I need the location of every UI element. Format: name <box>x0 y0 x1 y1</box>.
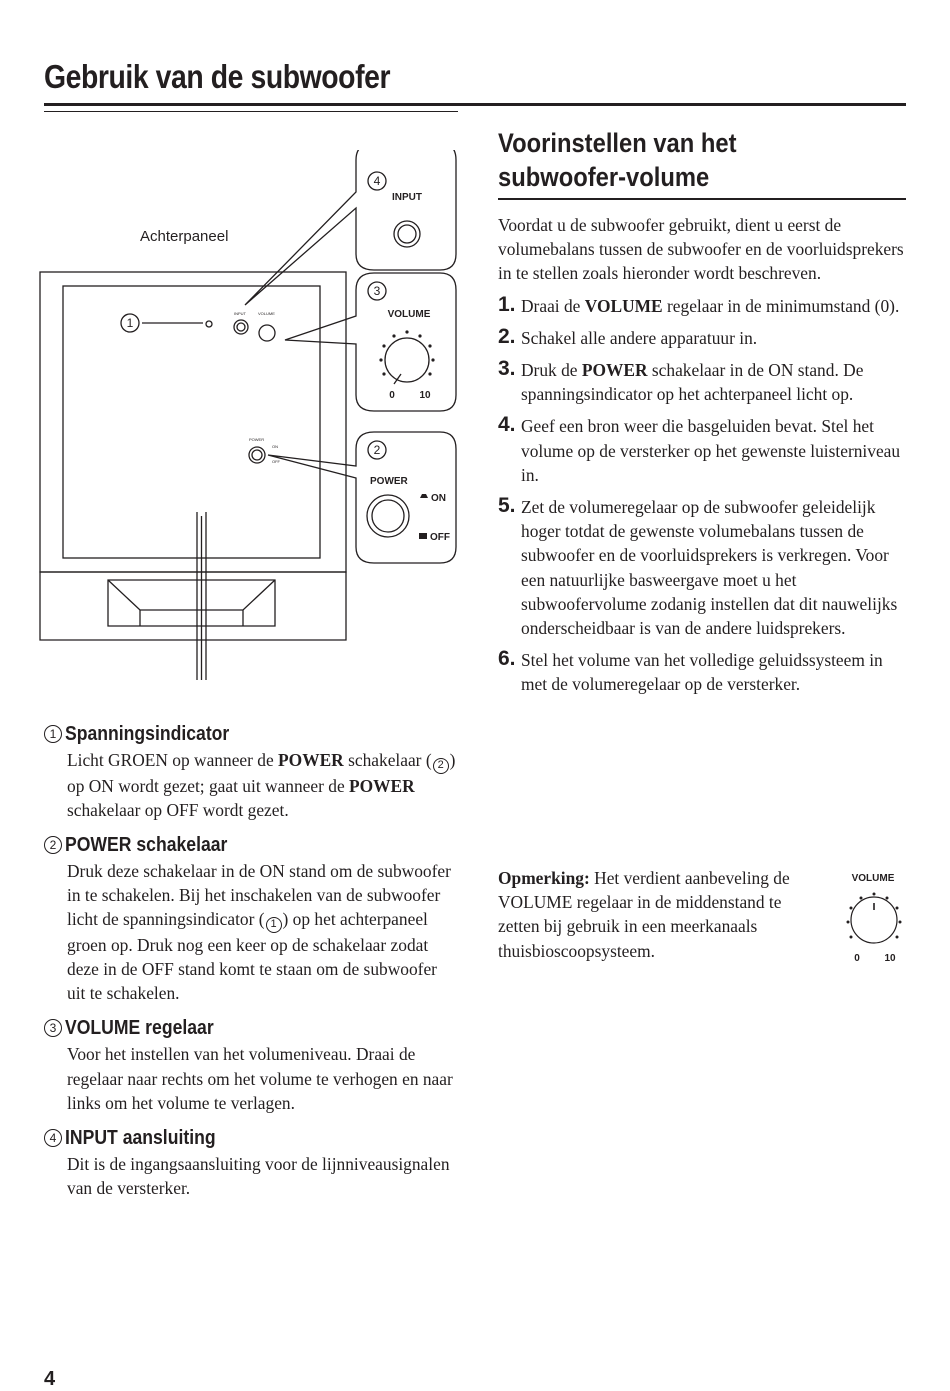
mini-on-label: ON <box>272 444 278 449</box>
mini-off-label: OFF <box>272 459 280 464</box>
item-number: 2 <box>44 836 62 854</box>
note-scale-max: 10 <box>884 953 896 964</box>
item-title: POWER schakelaar <box>65 833 228 856</box>
volume-scale-max: 10 <box>419 390 431 401</box>
note-volume-label: VOLUME <box>851 873 895 884</box>
left-column-rule <box>44 111 458 112</box>
item-title: Spanningsindicator <box>65 722 230 745</box>
power-label: POWER <box>370 476 408 487</box>
step-3: 3. Druk de POWER schakelaar in de ON stand. De spanningsindicator op het achterpaneel licht op. <box>498 357 864 405</box>
item-title: VOLUME regelaar <box>65 1017 214 1040</box>
item-body: Dit is de ingangsaansluiting voor de lijnniveausignalen van de versterker. <box>67 1154 450 1199</box>
page-number: 4 <box>44 1368 56 1390</box>
step-5: 5. Zet de volumeregelaar op de subwoofer geleidelijk hoger totdat de gewenste volumebalans tussen de subwoofer en de voorluidsprekers is verkregen. Voor een natuurlijke basweergave moet u het subwoofervolume zodanig instellen dat dit nauwelijks onderscheidbaar is van de andere luidsprekers. <box>498 494 898 639</box>
step-2: 2. Schakel alle andere apparatuur in. <box>498 324 758 348</box>
mini-power-label: POWER <box>249 437 265 442</box>
item-input-jack <box>44 1124 456 1200</box>
rear-panel-figure <box>30 150 470 690</box>
item-body: Voor het instellen van het volumeniveau. Draai de regelaar naar rechts om het volume te verhogen en naar links om het volume te verlagen. <box>67 1044 453 1113</box>
page-title: Gebruik van de subwoofer <box>44 58 391 95</box>
note-scale-min: 0 <box>854 953 860 964</box>
callout-2-number: 2 <box>373 443 381 457</box>
callout-1-number: 1 <box>126 316 134 330</box>
title-rule <box>44 103 906 106</box>
item-title: INPUT aansluiting <box>65 1126 216 1149</box>
item-power-switch <box>44 831 456 1006</box>
item-number: 4 <box>44 1129 62 1147</box>
section-body <box>498 213 910 697</box>
panel-label: Achterpaneel <box>140 228 229 245</box>
step-4: 4. Geef een bron weer die basgeluiden bevat. Stel het volume op de versterker op het gewenste luisterniveau in. <box>498 413 901 485</box>
volume-label: VOLUME <box>387 309 431 320</box>
item-power-indicator <box>44 720 456 822</box>
callout-4-number: 4 <box>373 174 381 188</box>
note-volume-figure <box>838 868 908 968</box>
section-heading: Voorinstellen van het subwoofer-volume <box>498 128 737 192</box>
item-body: Druk deze schakelaar in de ON stand om de subwoofer in te schakelen. Bij het inschakelen van de subwoofer licht de spanningsindicator ( 1 ) op het achterpaneel groen op. Druk nog een keer op de schakelaar zodat deze in de OFF stand komt te staan om de subwoofer uit te schakelen. <box>67 860 451 1004</box>
off-label: OFF <box>430 532 450 543</box>
mini-volume-label: VOLUME <box>258 311 275 316</box>
mini-input-label: INPUT <box>234 311 246 316</box>
note-text: Het verdient aanbeveling de VOLUME regelaar in de middenstand te zetten bij gebruik in een meerkanaals thuisbioscoopsysteem. <box>498 868 790 961</box>
step-1: 1. Draai de VOLUME regelaar in de minimumstand (0). <box>498 292 900 316</box>
step-6: 6. Stel het volume van het volledige geluidssysteem in met de volumeregelaar op de versterker. <box>498 647 883 695</box>
item-number: 3 <box>44 1019 62 1037</box>
note <box>498 866 816 963</box>
callout-3-number: 3 <box>373 284 381 298</box>
item-volume-control <box>44 1014 456 1115</box>
input-label: INPUT <box>392 192 422 203</box>
control-descriptions <box>44 720 456 1209</box>
item-body: Licht GROEN op wanneer de POWER schakelaar ( 2 ) op ON wordt gezet; gaat uit wanneer de POWER schakelaar op OFF wordt gezet. <box>67 750 456 820</box>
note-label: Opmerking: <box>498 868 590 888</box>
on-label: ON <box>431 493 446 504</box>
item-number: 1 <box>44 725 62 743</box>
section-rule <box>498 198 906 200</box>
volume-scale-min: 0 <box>389 390 395 401</box>
section-intro: Voordat u de subwoofer gebruikt, dient u eerst de volumebalans tussen de subwoofer en de voorluidsprekers in te stellen zoals hieronder wordt beschreven. <box>498 215 904 284</box>
